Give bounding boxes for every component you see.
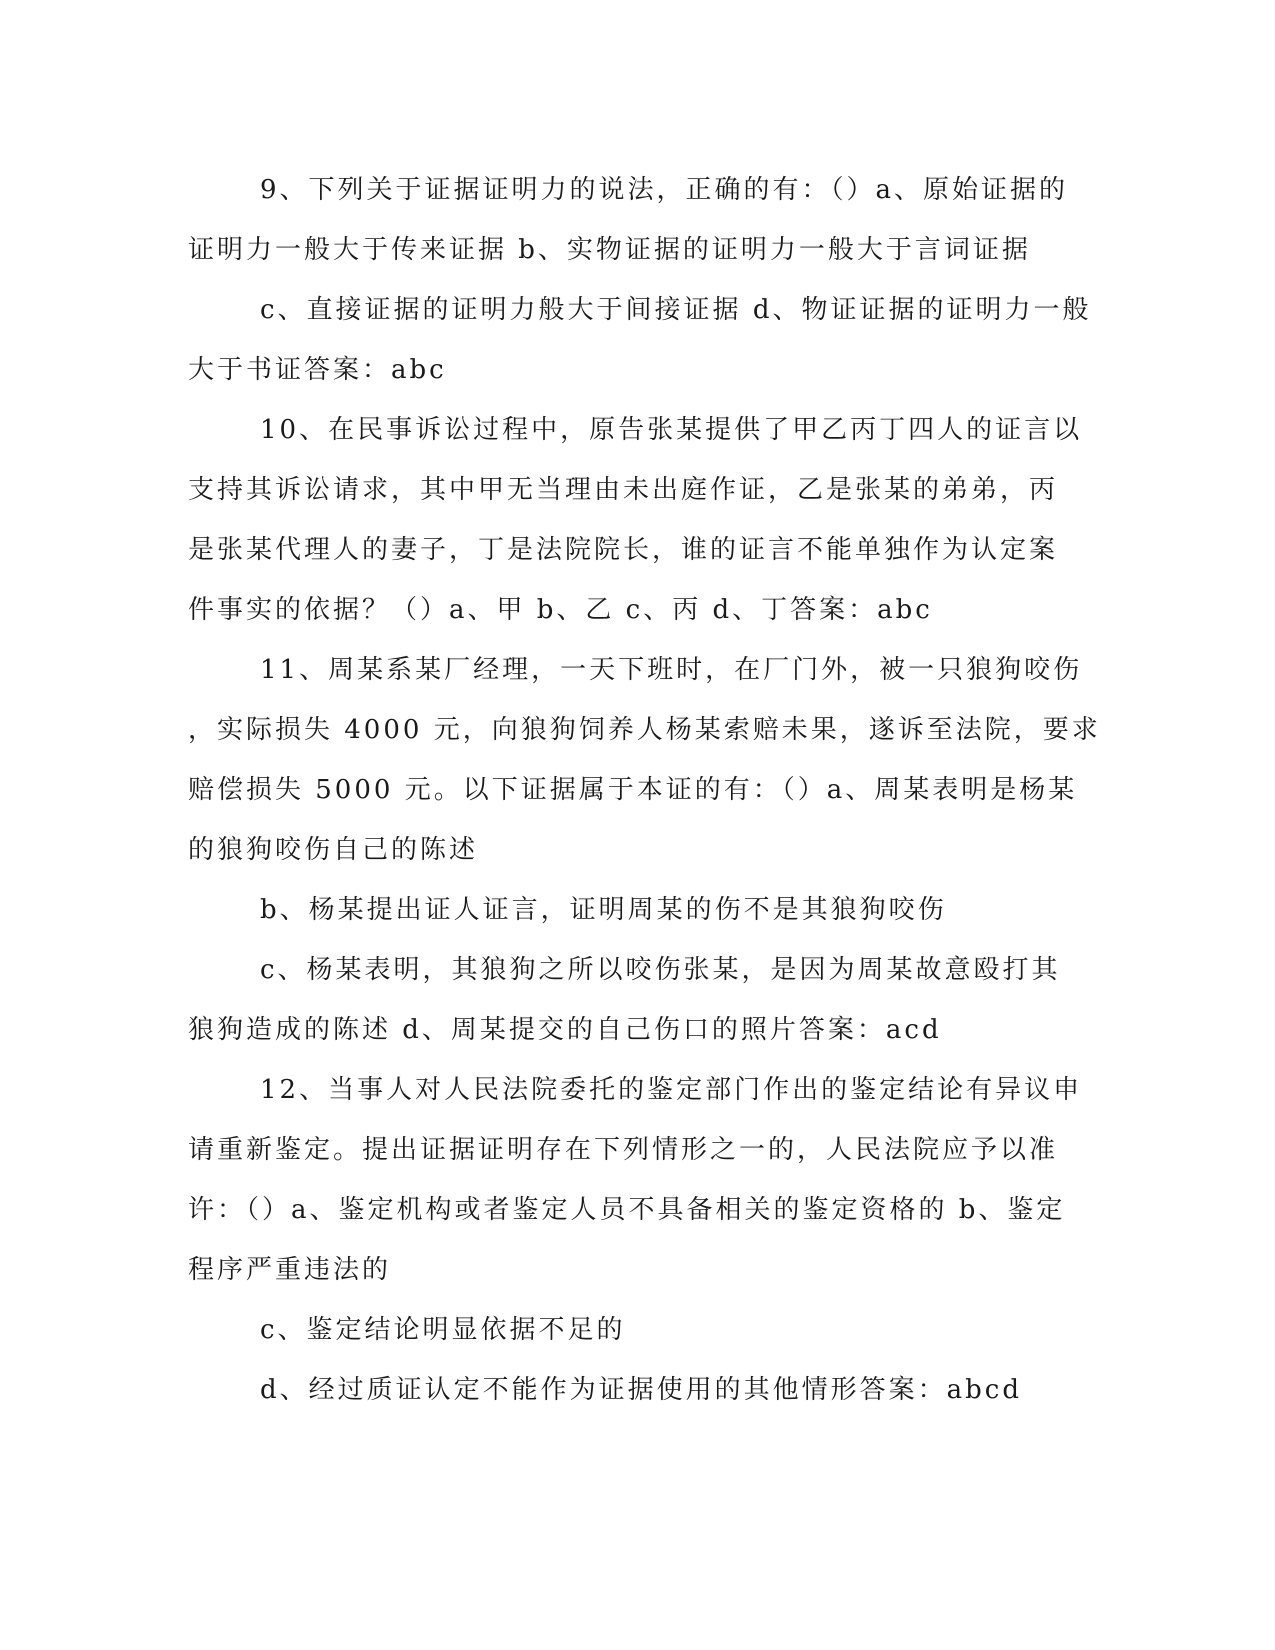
document-body [188,160,1101,1420]
q12-line-4: 程序严重违法的 [188,1255,392,1285]
q11-line-3: 赔偿损失 5000 元。以下证据属于本证的有：（）a、周某表明是杨某 [188,775,1078,805]
q9-line-3: c、直接证据的证明力般大于间接证据 d、物证证据的证明力一般 [260,295,1092,325]
q12-line-2: 请重新鉴定。提出证据证明存在下列情形之一的，人民法院应予以准 [188,1135,1059,1165]
q10-line-1: 10、在民事诉讼过程中，原告张某提供了甲乙丙丁四人的证言以 [260,415,1083,445]
q11-line-7: 狼狗造成的陈述 d、周某提交的自己伤口的照片答案：acd [188,1015,942,1045]
q12-option-d: d、经过质证认定不能作为证据使用的其他情形答案：abcd [260,1375,1022,1405]
q12-line-1: 12、当事人对人民法院委托的鉴定部门作出的鉴定结论有异议申 [260,1075,1083,1105]
q10-line-2: 支持其诉讼请求，其中甲无当理由未出庭作证，乙是张某的弟弟，丙 [188,475,1059,505]
q10-line-4: 件事实的依据？（）a、甲 b、乙 c、丙 d、丁答案：abc [188,595,933,625]
q12-option-c: c、鉴定结论明显依据不足的 [260,1315,626,1345]
q10-line-3: 是张某代理人的妻子，丁是法院院长，谁的证言不能单独作为认定案 [188,535,1059,565]
q11-option-b: b、杨某提出证人证言，证明周某的伤不是其狼狗咬伤 [260,895,947,925]
q11-line-1: 11、周某系某厂经理，一天下班时，在厂门外，被一只狼狗咬伤 [260,655,1083,685]
q12-line-3: 许：（）a、鉴定机构或者鉴定人员不具备相关的鉴定资格的 b、鉴定 [188,1195,1066,1225]
q11-option-c: c、杨某表明，其狼狗之所以咬伤张某，是因为周某故意殴打其 [260,955,1061,985]
q11-line-4: 的狼狗咬伤自己的陈述 [188,835,479,865]
q11-line-2: ，实际损失 4000 元，向狼狗饲养人杨某索赔未果，遂诉至法院，要求 [188,715,1101,745]
q9-line-1: 9、下列关于证据证明力的说法，正确的有：（）a、原始证据的 [260,175,1069,205]
q9-line-2: 证明力一般大于传来证据 b、实物证据的证明力一般大于言词证据 [188,235,1031,265]
q9-line-4: 大于书证答案：abc [188,355,447,385]
